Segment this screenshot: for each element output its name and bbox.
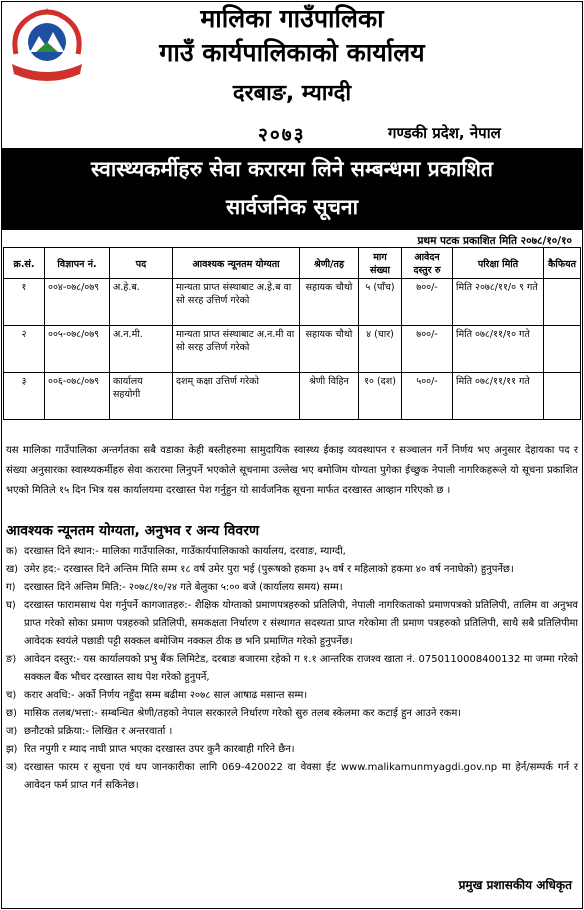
cell-remarks	[544, 279, 581, 326]
list-item	[6, 723, 578, 741]
item-label: ज)	[6, 726, 18, 737]
list-item	[6, 597, 578, 651]
item-label: ग)	[6, 582, 16, 593]
cell-level: सहायक चौथो	[300, 279, 359, 326]
vacancy-table	[3, 247, 581, 420]
table-row	[4, 373, 581, 420]
list-item	[6, 543, 578, 561]
item-label: क)	[6, 546, 18, 557]
table-row	[4, 279, 581, 326]
cell-remarks	[544, 326, 581, 373]
cell-level: श्रेणी विहिन	[300, 373, 359, 420]
cell-fee: ५००/-	[402, 373, 453, 420]
establishment-year: २०७३	[258, 124, 306, 146]
cell-count: ५ (पाँच)	[359, 279, 402, 326]
cell-fee: ७००/-	[402, 326, 453, 373]
cell-post: कार्यालय सहयोगी	[110, 373, 173, 420]
cell-post: अ.न.मी.	[110, 326, 173, 373]
item-label: छ)	[6, 708, 17, 719]
item-label: घ)	[6, 600, 16, 611]
cell-post: अ.हे.ब.	[110, 279, 173, 326]
item-text: दरखास्त फारामसाथ पेश गर्नुपर्ने कागजातहरु:- शैक्षिक योग्ताको प्रमाणपत्रहरुको प्रतिलिपी, नेपाली नागरिकताको प्रमाणपत्रको प्रतिलिपी, तालिम वा अनुभव प्राप्त गरेको सोका प्रमाण पत्रहरुको प्रतिलिपी, समकक्षता निर्धारण र संस्थागत सदस्यता प्राप्त गरेकोमा ती प्रमाण पत्रहरुको प्रतिलिपी, साथै सबै प्रतिलिपीमा आवेदक स्वयंले पछाडी पट्टी सक्कल बमोजिम नक्कल ठीक छ भनि प्रमाणित गरेको हुनुपर्नेछ।	[24, 600, 578, 647]
item-label: च)	[6, 690, 17, 701]
item-label: ख)	[6, 564, 19, 575]
cell-count: १० (दश)	[359, 373, 402, 420]
cell-exam-date: मिति ०७८/११/११ गते	[453, 373, 544, 420]
signature-title: प्रमुख प्रशासकीय अधिकृत	[458, 878, 572, 892]
publish-date: प्रथम पटक प्रकाशित मिति २०७८/१०/१०	[417, 235, 572, 247]
cell-fee: ७००/-	[402, 279, 453, 326]
col-header-level: श्रेणी/तह	[300, 248, 359, 279]
item-label: झ)	[6, 744, 18, 755]
col-header-count: माग संख्या	[359, 248, 402, 279]
list-item	[6, 741, 578, 759]
section-title: आवश्यक न्यूनतम योग्यता, अनुभव र अन्य विवरण	[6, 523, 260, 539]
item-text: दरखास्त दिने अन्तिम मिति:- २०७८/१०/२४ गते बेलुका ५:०० बजे (कार्यालय समय) सम्म।	[24, 582, 343, 593]
list-item	[6, 579, 578, 597]
notice-banner	[2, 148, 582, 230]
item-text: करार अवधि:- अर्को निर्णय नहुँदा सम्म बढीमा २०७८ साल आषाढ मसान्त सम्म।	[24, 690, 308, 701]
list-item	[6, 561, 578, 579]
item-label: ञ)	[6, 762, 18, 773]
col-header-remarks: कैफियत	[544, 248, 581, 279]
cell-remarks	[544, 373, 581, 420]
cell-ad-no: ००६-०७८/०७९	[45, 373, 110, 420]
col-header-qualification: आवश्यक न्यूनतम योग्यता	[173, 248, 300, 279]
cell-exam-date: मिति ०७८/११/१० गते	[453, 326, 544, 373]
banner-title-line2: सार्वजनिक सूचना	[225, 195, 359, 219]
item-text: रित नपुगी र म्याद नाघी प्राप्त भएका दरखास्त उपर कुनै कारबाही गरिने छैन।	[24, 744, 295, 755]
palika-office-title: गाउँ कार्यपालिकाको कार्यालय	[159, 38, 425, 67]
cell-qualification: मान्यता प्राप्त संस्थाबाट अ.हे.ब वा सो सरह उत्तिर्ण गरेको	[173, 279, 300, 326]
table-header-row	[4, 248, 581, 279]
item-text: दरखास्त फारम र सूचना एवं थप जानकारीका लागि 069-420022 वा वेवसा ईट www.malikamunmyagdi.gov.np मा हेर्न/सम्पर्क गर्न र आवेदन फर्म प्राप्त गर्न सकिनेछ।	[24, 762, 578, 791]
cell-sn: १	[4, 279, 45, 326]
table-row	[4, 326, 581, 373]
office-location: दरबाङ, म्याग्दी	[232, 81, 352, 106]
province-label: गण्डकी प्रदेश, नेपाल	[388, 124, 501, 142]
item-text: दरखास्त दिने स्थान:- मालिका गाउँपालिका, गाउँकार्यपालिकाको कार्यालय, दरवाङ, म्याग्दी,	[24, 546, 346, 557]
list-item	[6, 687, 578, 705]
cell-qualification: मान्यता प्राप्त संस्थाबाट अ.न.मी वा सो सरह उत्तिर्ण गरेको	[173, 326, 300, 373]
cell-sn: ३	[4, 373, 45, 420]
col-header-ad-no: विज्ञापन नं.	[45, 248, 110, 279]
requirements-list	[6, 543, 578, 795]
cell-exam-date: मिति २०७८/११/० ९ गते	[453, 279, 544, 326]
list-item	[6, 759, 578, 795]
item-label: ङ)	[6, 654, 17, 665]
banner-title-line1: स्वास्थ्यकर्मीहरु सेवा करारमा लिने सम्बन्धमा प्रकाशित	[90, 157, 494, 181]
notice-paragraph: यस मालिका गाउँपालिका अन्तर्गतका सबै वडाका केही बस्तीहरुमा सामुदायिक स्वास्थ्य ईकाइ व्यवस्थापन र सञ्चालन गर्ने निर्णय भए अनुसार देहायका पद र संख्या अनुसारका स्वास्थ्यकर्मीहरु सेवा करारमा लिनुपर्ने भएकोले सूचनामा उल्लेख भए बमोजिम योग्यता पुगेका ईच्छुक नेपाली नागरिकहरूले यो सूचना प्रकाशित भएको मितिले १५ दिन भित्र यस कार्यालयमा दरखास्त पेश गर्नुहुन यो सार्वजनिक सूचना मार्फत दरखास्त आव्हान गरिएको छ ।	[6, 445, 578, 496]
col-header-post: पद	[110, 248, 173, 279]
item-text: आवेदन दस्तुर:- यस कार्यालयको प्रभु बैंक लिमिटेड, दरबाङ बजारमा रहेको ग १.१ आन्तरिक राजश्व खाता नं. 0750110008400132 मा जम्मा गरेको सक्कल बैंक भौचर दरखास्त साथ पेश गरेको हुनुपर्ने,	[24, 654, 578, 683]
office-name: मालिका गाउँपालिका	[200, 4, 384, 33]
col-header-sn: क्र.सं.	[4, 248, 45, 279]
cell-sn: २	[4, 326, 45, 373]
cell-ad-no: ००४-०७८/०७९	[45, 279, 110, 326]
item-text: उमेर हद:- दरखास्त दिने अन्तिम मिति सम्म १८ वर्ष उमेर पुरा भई (पुरूषको हकमा ३५ वर्ष र महिलाको हकमा ४० वर्ष ननाघेको) हुनुपर्नेछ।	[24, 564, 514, 575]
cell-qualification: दशम् कक्षा उत्तिर्ण गरेको	[173, 373, 300, 420]
cell-level: सहायक चौथो	[300, 326, 359, 373]
item-text: मासिक तलब/भत्ता:- सम्बन्धित श्रेणी/तहको नेपाल सरकारले निर्धारण गरेको सुरु तलब स्केलमा कर कटाई हुन आउने रकम।	[24, 708, 462, 719]
cell-count: ४ (चार)	[359, 326, 402, 373]
cell-ad-no: ००५-०७८/०७९	[45, 326, 110, 373]
col-header-exam-date: परिक्षा मिति	[453, 248, 544, 279]
list-item	[6, 651, 578, 687]
list-item	[6, 705, 578, 723]
col-header-fee: आवेदन दस्तुर रु	[402, 248, 453, 279]
item-text: छनौटको प्रक्रिया:- लिखित र अन्तरवार्ता ।	[24, 726, 173, 737]
